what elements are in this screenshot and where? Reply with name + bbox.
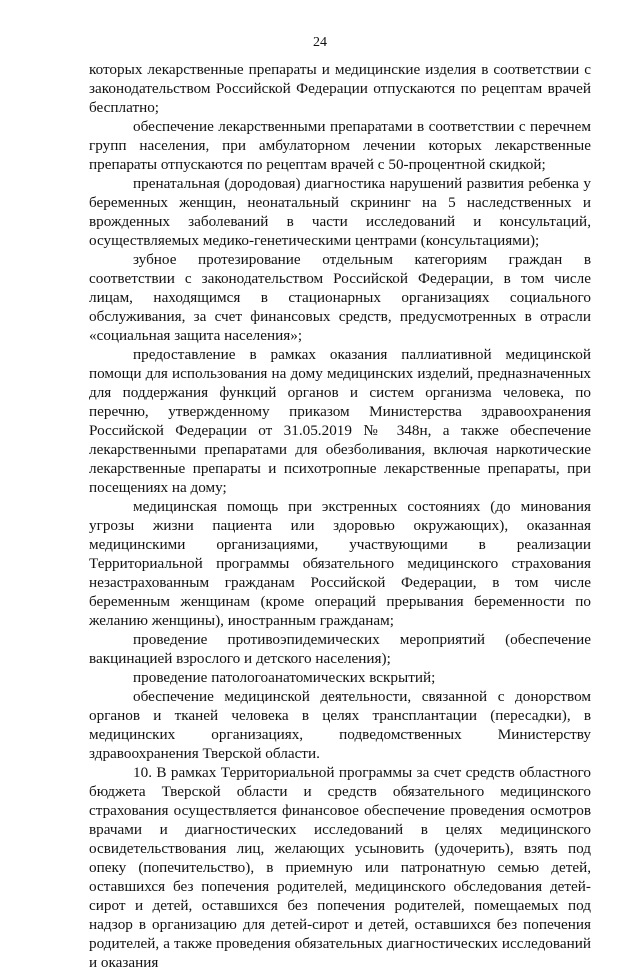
paragraph-organ-donation: обеспечение медицинской деятельности, связанной с донорством органов и тканей человека в целях трансплантации (пересадки), в медицинских организациях, подведомственных Министерству здравоохранения Тверской области.	[89, 688, 591, 762]
paragraph-palliative-care: предоставление в рамках оказания паллиативной медицинской помощи для использования на дому медицинских изделий, предназначенных для поддержания функций органов и систем организма человека, по перечню, утвержденному приказом Министерства здравоохранения Российской Федерации от 31.05.2019 № 348н, а также обеспечение лекарственными препаратами для обезболивания, включая наркотические лекарственные препараты и психотропные лекарственные препараты, при посещениях на дому;	[89, 346, 591, 496]
paragraph-drug-discount: обеспечение лекарственными препаратами в соответствии с перечнем групп населения, при амбулаторном лечении которых лекарственные препараты отпускаются по рецептам врачей с 50-процентной скидкой;	[89, 118, 591, 173]
paragraph-continuation: которых лекарственные препараты и медицинские изделия в соответствии с законодательством Российской Федерации отпускаются по рецептам врачей бесплатно;	[89, 61, 591, 116]
paragraph-anti-epidemic: проведение противоэпидемических мероприятий (обеспечение вакцинацией взрослого и детского населения);	[89, 631, 591, 667]
paragraph-dental-prosthetics: зубное протезирование отдельным категориям граждан в соответствии с законодательством Российской Федерации, в том числе лицам, находящимся в стационарных организациях социального обслуживания, за счет финансовых средств, предусмотренных в отрасли «социальная защита населения»;	[89, 251, 591, 344]
paragraph-emergency-care: медицинская помощь при экстренных состояниях (до минования угрозы жизни пациента или здоровью окружающих), оказанная медицинскими организациями, участвующими в реализации Территориальной программы обязательного медицинского страхования незастрахованным гражданам Российской Федерации, в том числе беременным женщинам (кроме операций прерывания беременности по желанию женщины), иностранным гражданам;	[89, 498, 591, 629]
paragraph-section-10: 10. В рамках Территориальной программы за счет средств областного бюджета Тверской области и средств обязательного медицинского страхования осуществляется финансовое обеспечение проведения осмотров врачами и диагностических исследований в целях медицинского освидетельствования лиц, желающих усыновить (удочерить), взять под опеку (попечительство), в приемную или патронатную семью детей, оставшихся без попечения родителей, медицинского обследования детей-сирот и детей, оставшихся без попечения родителей, помещаемых под надзор в организацию для детей-сирот и детей, оставшихся без попечения родителей, а также проведения обязательных диагностических исследований и оказания	[89, 764, 591, 971]
page-number: 24	[313, 35, 327, 50]
document-body	[89, 60, 591, 972]
paragraph-autopsies: проведение патологоанатомических вскрытий;	[133, 669, 436, 686]
paragraph-prenatal-diagnostics: пренатальная (дородовая) диагностика нарушений развития ребенка у беременных женщин, неонатальный скрининг на 5 наследственных и врожденных заболеваний в части исследований и консультаций, осуществляемых медико-генетическими центрами (консультациями);	[89, 175, 591, 249]
